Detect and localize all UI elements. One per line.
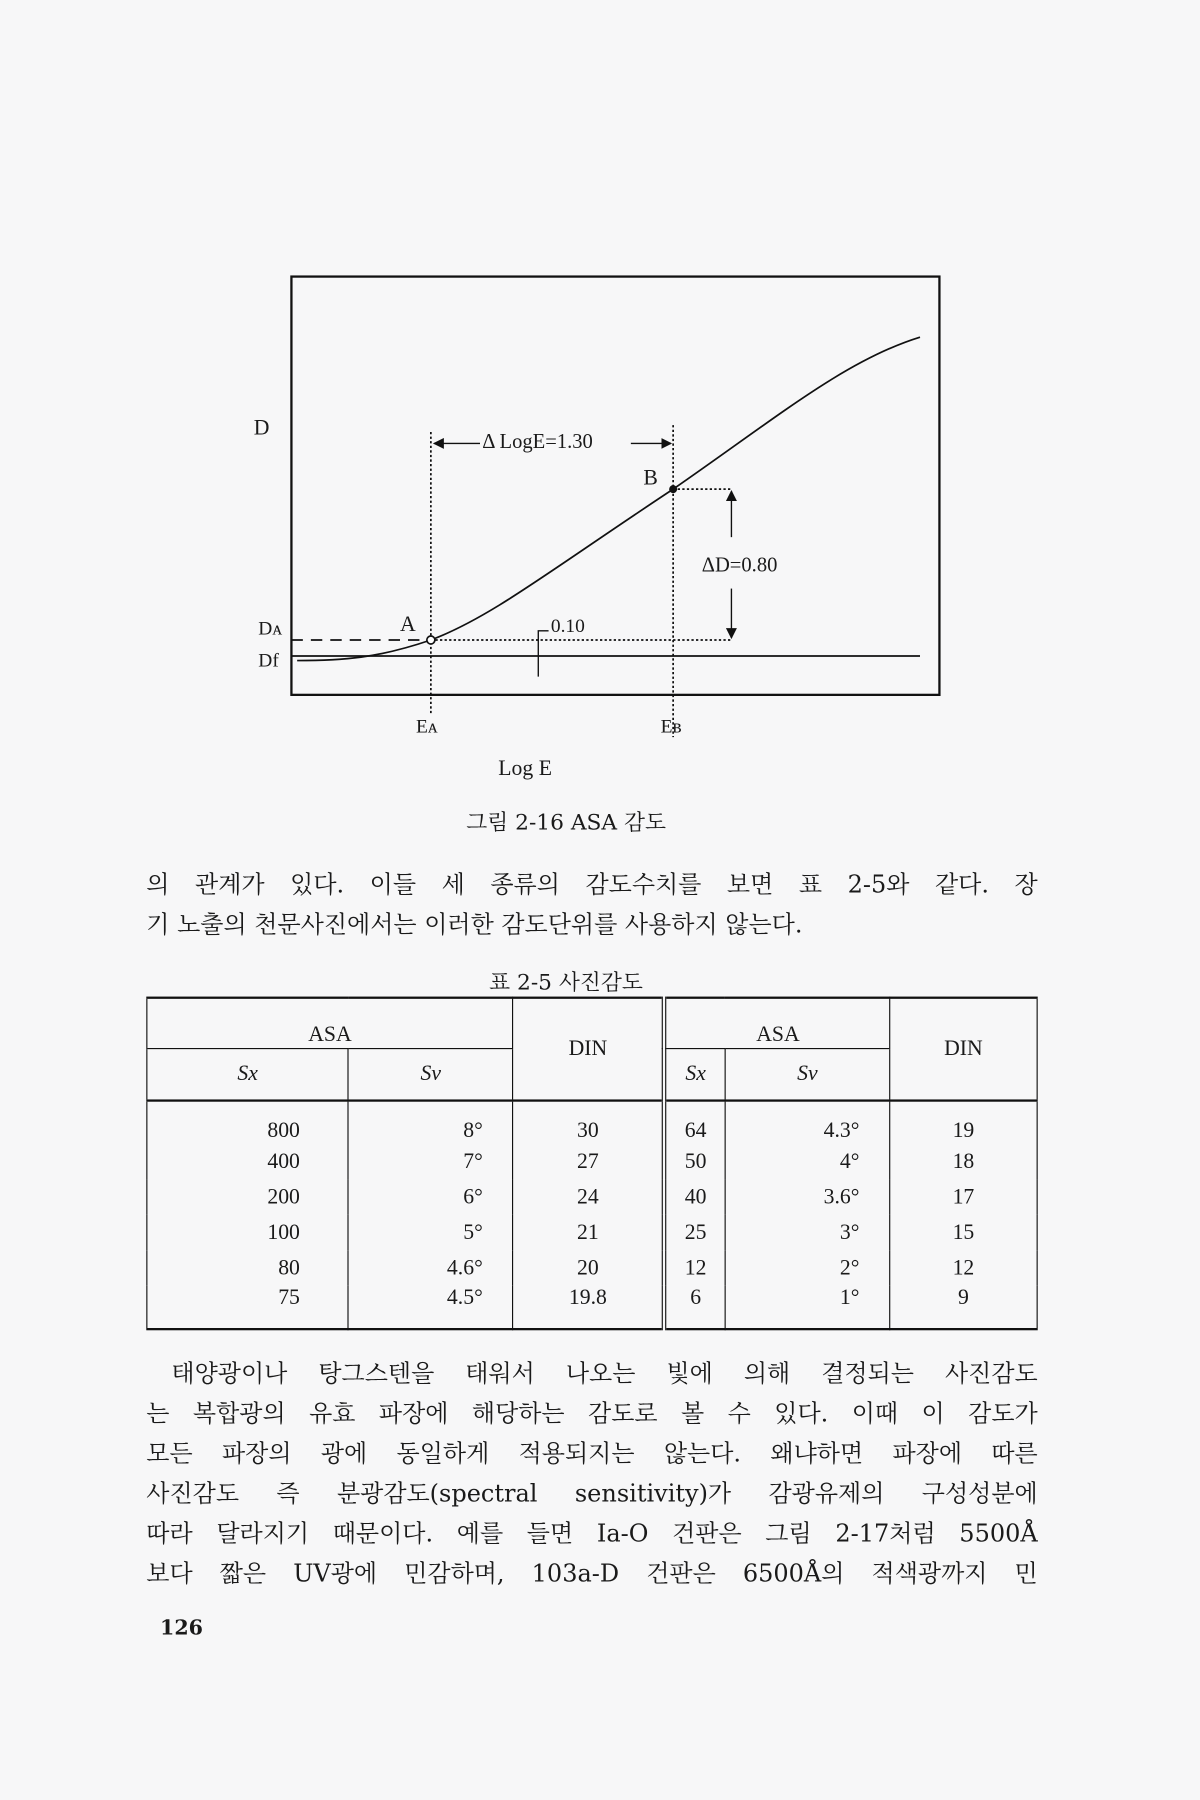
table-cell: 17 [890, 1179, 1037, 1214]
table-cell: 8° [348, 1101, 513, 1144]
table-cell: 18 [890, 1144, 1037, 1179]
paragraph-line: 의 관계가 있다. 이들 세 종류의 감도수치를 보면 표 2-5와 같다. 장 [146, 870, 1038, 899]
table-cell: 19 [890, 1101, 1037, 1144]
density-curve [297, 337, 920, 660]
table-cell: 400 [147, 1144, 349, 1179]
table-cell: 5° [348, 1215, 513, 1250]
graph-frame [291, 277, 939, 695]
sv-header: Sv [348, 1048, 513, 1101]
table-caption: 표 2-5 사진감도 [489, 970, 643, 996]
table-cell: 19.8 [513, 1286, 664, 1329]
paragraph-line: 따라 달라지기 때문이다. 예를 들면 Ia-O 건판은 그림 2-17처럼 5500Å [146, 1519, 1038, 1548]
sv-header: Sv [725, 1048, 890, 1101]
table-cell: 3° [725, 1215, 890, 1250]
din-header: DIN [513, 998, 664, 1101]
table-cell: 12 [664, 1250, 725, 1285]
din-header: DIN [890, 998, 1037, 1101]
table-cell: 100 [147, 1215, 349, 1250]
table-row [147, 1179, 1037, 1214]
df-label: Df [258, 649, 279, 671]
table-cell: 20 [513, 1250, 664, 1285]
table-cell: 800 [147, 1101, 349, 1144]
table-cell: 21 [513, 1215, 664, 1250]
sx-header: Sx [147, 1048, 349, 1101]
point-a-marker [427, 636, 435, 644]
x-axis-label: Log E [498, 756, 552, 781]
point-b-marker [669, 485, 677, 493]
delta-loge-label: Δ LogE=1.30 [482, 429, 593, 453]
table-cell: 80 [147, 1250, 349, 1285]
point-a-label: A [399, 612, 416, 637]
table-cell: 64 [664, 1101, 725, 1144]
paragraph-line: 기 노출의 천문사진에서는 이러한 감도단위를 사용하지 않는다. [146, 910, 803, 939]
table-row [147, 1215, 1037, 1250]
table-cell: 50 [664, 1144, 725, 1179]
table-row [147, 1101, 1037, 1144]
page-number: 126 [159, 1615, 203, 1640]
point-b-label: B [643, 466, 658, 491]
paragraph-line: 사진감도 즉 분광감도(spectral sensitivity)가 감광유제의 구성성분에 [146, 1479, 1038, 1508]
table-cell: 27 [513, 1144, 664, 1179]
paragraph-line: 태양광이나 탕그스텐을 태워서 나오는 빛에 의해 결정되는 사진감도 [171, 1359, 1038, 1388]
table-cell: 3.6° [725, 1179, 890, 1214]
table-cell: 4° [725, 1144, 890, 1179]
table-cell: 200 [147, 1179, 349, 1214]
table-cell: 9 [890, 1286, 1037, 1329]
table-row [147, 1286, 1037, 1329]
table-cell: 7° [348, 1144, 513, 1179]
da-label: Dᴀ [258, 617, 283, 639]
sensitivity-table [146, 997, 1037, 1331]
table-cell: 75 [147, 1286, 349, 1329]
table-cell: 40 [664, 1179, 725, 1214]
sx-header: Sx [664, 1048, 725, 1101]
asa-header: ASA [664, 998, 889, 1048]
y-axis-label: D [253, 415, 270, 440]
table-cell: 4.6° [348, 1250, 513, 1285]
table-cell: 6 [664, 1286, 725, 1329]
paragraph-line: 모든 파장의 광에 동일하게 적용되지는 않는다. 왜냐하면 파장에 따른 [146, 1439, 1038, 1468]
eb-label: Eʙ [660, 715, 682, 738]
table-cell: 4.5° [348, 1286, 513, 1329]
figure-caption: 그림 2-16 ASA 감도 [466, 810, 666, 836]
delta-d-label: ΔD=0.80 [701, 553, 778, 576]
table-row [147, 1144, 1037, 1179]
paragraph-line: 는 복합광의 유효 파장에 해당하는 감도로 볼 수 있다. 이때 이 감도가 [146, 1399, 1038, 1428]
table-cell: 6° [348, 1179, 513, 1214]
ea-label: Eᴀ [415, 715, 438, 738]
table-cell: 24 [513, 1179, 664, 1214]
table-cell: 30 [513, 1101, 664, 1144]
paragraph-line: 보다 짧은 UV광에 민감하며, 103a-D 건판은 6500Å의 적색광까지 민 [146, 1559, 1038, 1588]
table-cell: 15 [890, 1215, 1037, 1250]
asa-header: ASA [147, 998, 513, 1048]
table-row [147, 1250, 1037, 1285]
table-cell: 4.3° [725, 1101, 890, 1144]
table-cell: 2° [725, 1250, 890, 1285]
slope-label: 0.10 [550, 614, 585, 637]
characteristic-curve-figure [0, 0, 1200, 800]
table-cell: 1° [725, 1286, 890, 1329]
table-cell: 12 [890, 1250, 1037, 1285]
table-cell: 25 [664, 1215, 725, 1250]
